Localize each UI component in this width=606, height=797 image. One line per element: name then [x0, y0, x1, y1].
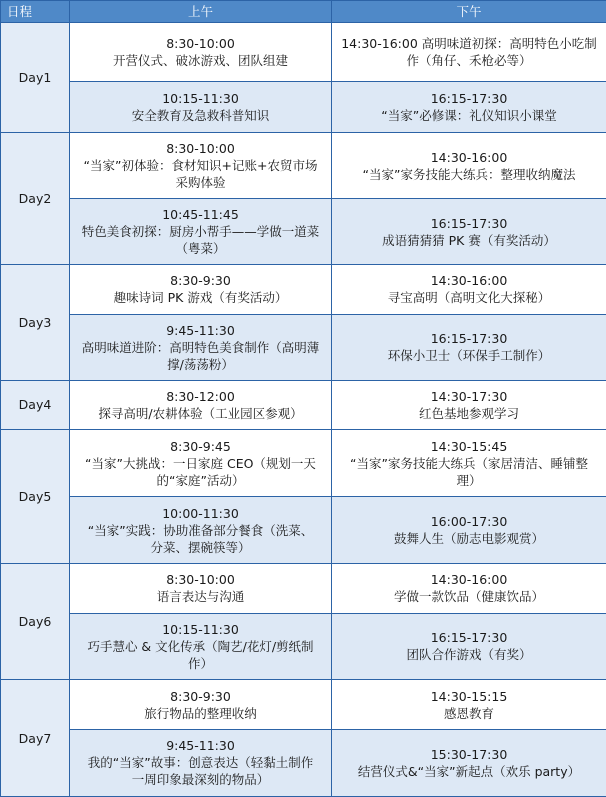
activity-time: 9:45-11:30	[166, 738, 235, 754]
morning-activity-cell	[70, 613, 332, 680]
activity-text: 采购体验	[175, 175, 226, 191]
afternoon-activity-cell	[332, 564, 606, 613]
activity-time: 10:15-11:30	[162, 621, 239, 637]
activity-text: 结营仪式&“当家”新起点（欢乐 party）	[357, 763, 581, 779]
header-row	[1, 1, 606, 23]
day-label: Day3	[1, 265, 70, 380]
morning-activity-cell	[70, 314, 332, 380]
activity-time: 14:30-16:00 高明味道初探：高明特色小吃制	[341, 35, 597, 51]
afternoon-activity-cell	[332, 729, 606, 796]
activity-text: 安全教育及急救科普知识	[131, 108, 270, 123]
activity-time: 16:15-17:30	[430, 91, 508, 106]
afternoon-activity-cell	[332, 314, 606, 380]
activity-text: 语言表达与沟通	[156, 589, 245, 605]
morning-activity-cell	[70, 265, 332, 314]
schedule-row	[1, 133, 606, 199]
schedule-row	[1, 199, 606, 265]
activity-time: 9:45-11:30	[166, 322, 235, 338]
activity-text: 学做一款饮品（健康饮品）	[393, 589, 544, 605]
schedule-row	[1, 380, 606, 429]
afternoon-activity-cell	[332, 680, 606, 729]
afternoon-activity-cell	[332, 133, 606, 199]
afternoon-activity-cell	[332, 497, 606, 564]
activity-time: 8:30-10:00	[166, 572, 235, 588]
activity-time: 16:15-17:30	[430, 630, 508, 646]
day-label: Day7	[1, 680, 70, 797]
morning-activity-cell	[70, 564, 332, 613]
activity-text: 成语猜猜猜 PK 赛（有奖活动）	[382, 232, 556, 248]
activity-time: 14:30-15:45	[430, 438, 508, 454]
morning-activity-cell	[70, 380, 332, 429]
activity-text: 感恩教育	[443, 705, 494, 721]
activity-text: 一周印象最深刻的物品）	[131, 772, 270, 788]
activity-text: 红色基地参观学习	[418, 405, 519, 421]
activity-time: 14:30-16:00	[430, 572, 508, 588]
activity-text: 寻宝高明（高明文化大探秘）	[387, 290, 551, 306]
activity-text: 高明味道进阶：高明特色美食制作（高明薄	[81, 339, 320, 355]
day-label: Day2	[1, 133, 70, 265]
activity-text: “当家”必修课：礼仪知识小课堂	[381, 108, 557, 123]
activity-text: 分菜、摆碗筷等）	[150, 539, 251, 555]
activity-time: 8:30-9:30	[170, 688, 231, 704]
activity-time: 8:30-10:00	[166, 141, 235, 157]
afternoon-activity-cell	[332, 23, 606, 82]
schedule-row	[1, 265, 606, 314]
activity-text: 理）	[456, 472, 482, 488]
activity-time: 10:45-11:45	[162, 207, 239, 223]
morning-activity-cell	[70, 23, 332, 82]
morning-activity-cell	[70, 729, 332, 796]
afternoon-activity-cell	[332, 265, 606, 314]
header-morning: 上午	[70, 1, 332, 23]
activity-time: 14:30-16:00	[430, 149, 508, 165]
activity-time: 16:15-17:30	[430, 215, 508, 231]
activity-text: 开营仪式、破冰游戏、团队组建	[112, 52, 288, 68]
morning-activity-cell	[70, 81, 332, 133]
activity-text: “当家”大挑战：一日家庭 CEO（规划一天	[85, 455, 316, 471]
morning-activity-cell	[70, 133, 332, 199]
activity-text: “当家”家务技能大练兵（家居清洁、睡铺整	[350, 455, 588, 471]
activity-text: “当家”初体验：食材知识+记账+农贸市场	[83, 158, 318, 174]
activity-text: 探寻高明/农耕体验（工业园区参观）	[98, 405, 303, 421]
activity-text: 撑/荡荡粉）	[167, 356, 234, 372]
activity-text: 趣味诗词 PK 游戏（有奖活动）	[113, 290, 288, 306]
schedule-row	[1, 430, 606, 497]
afternoon-activity-cell	[332, 430, 606, 497]
activity-time: 10:15-11:30	[162, 91, 239, 106]
activity-text: 团队合作游戏（有奖）	[406, 647, 532, 663]
schedule-row	[1, 23, 606, 82]
morning-activity-cell	[70, 199, 332, 265]
day-label: Day1	[1, 23, 70, 133]
activity-text: “当家”实践：协助准备部分餐食（洗菜、	[87, 522, 314, 538]
activity-text: 我的“当家”故事：创意表达（轻黏土制作	[87, 755, 314, 771]
schedule-row	[1, 729, 606, 796]
activity-time: 14:30-17:30	[430, 388, 508, 404]
afternoon-activity-cell	[332, 81, 606, 133]
morning-activity-cell	[70, 430, 332, 497]
morning-activity-cell	[70, 497, 332, 564]
activity-time: 8:30-10:00	[166, 35, 235, 51]
header-afternoon: 下午	[332, 1, 606, 23]
day-label: Day4	[1, 380, 70, 429]
afternoon-activity-cell	[332, 380, 606, 429]
schedule-row	[1, 497, 606, 564]
activity-text: 鼓舞人生（励志电影观赏）	[393, 531, 544, 547]
activity-time: 14:30-16:00	[430, 273, 508, 289]
activity-text: 的“家庭”活动）	[156, 472, 245, 488]
activity-text: 巧手慧心 & 文化传承（陶艺/花灯/剪纸制	[87, 638, 314, 654]
schedule-row	[1, 680, 606, 729]
afternoon-activity-cell	[332, 199, 606, 265]
activity-time: 14:30-15:15	[430, 688, 508, 704]
activity-time: 16:00-17:30	[430, 514, 508, 530]
schedule-row	[1, 564, 606, 613]
day-label: Day5	[1, 430, 70, 564]
schedule-row	[1, 81, 606, 133]
activity-text: 旅行物品的整理收纳	[144, 705, 257, 721]
activity-text: （粤菜）	[175, 241, 226, 257]
morning-activity-cell	[70, 680, 332, 729]
afternoon-activity-cell	[332, 613, 606, 680]
activity-time: 16:15-17:30	[430, 331, 508, 347]
header-day: 日程	[1, 1, 70, 23]
activity-time: 8:30-9:30	[170, 273, 231, 289]
day-label: Day6	[1, 564, 70, 680]
schedule-row	[1, 613, 606, 680]
activity-text: 作）	[187, 655, 213, 671]
schedule-row	[1, 314, 606, 380]
activity-time: 8:30-12:00	[166, 388, 235, 404]
activity-text: 特色美食初探：厨房小帮手——学做一道菜	[81, 224, 320, 240]
activity-text: 环保小卫士（环保手工制作）	[387, 348, 551, 364]
activity-time: 15:30-17:30	[430, 746, 508, 762]
activity-time: 10:00-11:30	[162, 505, 239, 521]
activity-time: 8:30-9:45	[170, 438, 231, 454]
activity-text: 作（角仔、禾枪必等）	[406, 52, 532, 68]
activity-text: “当家”家务技能大练兵：整理收纳魔法	[362, 166, 576, 182]
